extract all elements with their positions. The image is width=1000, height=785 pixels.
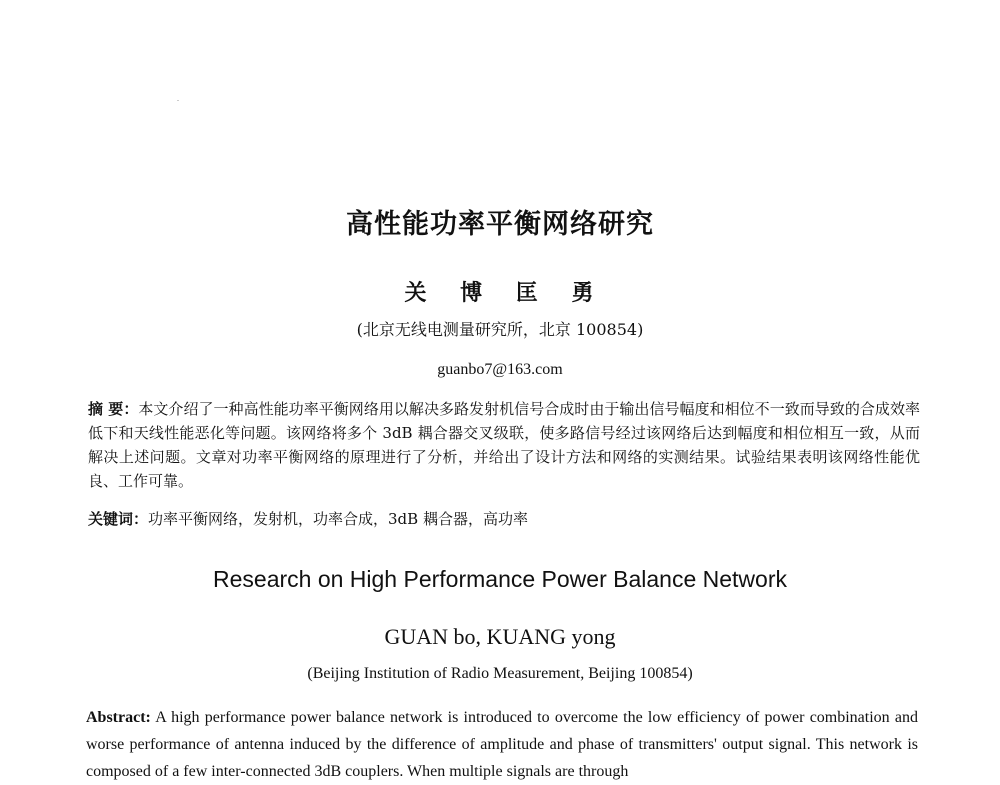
- abstract-cn: [88, 397, 920, 493]
- scan-speck: [177, 100, 179, 101]
- paper-title-en: Research on High Performance Power Balance Network: [213, 566, 787, 592]
- keywords-label-cn: 关键词：: [88, 510, 149, 528]
- abstract-label-en: Abstract:: [86, 709, 151, 726]
- abstract-text-en: A high performance power balance network is introduced to overcome the low efficiency of power combination and worse performance of antenna induced by the difference of amplitude and phase of transmitters' output signal. This network is composed of a few inter-connected 3dB couplers. When multiple signals are through: [86, 709, 918, 780]
- abstract-text-cn: 本文介绍了一种高性能功率平衡网络用以解决多路发射机信号合成时由于输出信号幅度和相位不一致而导致的合成效率低下和天线性能恶化等问题。该网络将多个 3dB 耦合器交叉级联，使多路信号经过该网络后达到幅度和相位相互一致，从而解决上述问题。文章对功率平衡网络的原理进行了分析，并给出了设计方法和网络的实测结果。试验结果表明该网络性能优良、工作可靠。: [88, 400, 920, 490]
- paper-title-cn: 高性能功率平衡网络研究: [346, 209, 654, 240]
- authors-cn: 关 博 匡 勇: [404, 280, 596, 306]
- abstract-label-cn: 摘 要：: [88, 400, 139, 418]
- author-email: guanbo7@163.com: [437, 361, 563, 378]
- affiliation-cn: (北京无线电测量研究所，北京 100854): [356, 320, 644, 339]
- affiliation-en: (Beijing Institution of Radio Measurement, Beijing 100854): [307, 665, 693, 682]
- authors-en: GUAN bo, KUANG yong: [384, 624, 616, 649]
- keywords-text-cn: 功率平衡网络，发射机，功率合成，3dB 耦合器，高功率: [148, 510, 528, 528]
- abstract-en: [86, 704, 918, 785]
- keywords-cn: [88, 507, 920, 531]
